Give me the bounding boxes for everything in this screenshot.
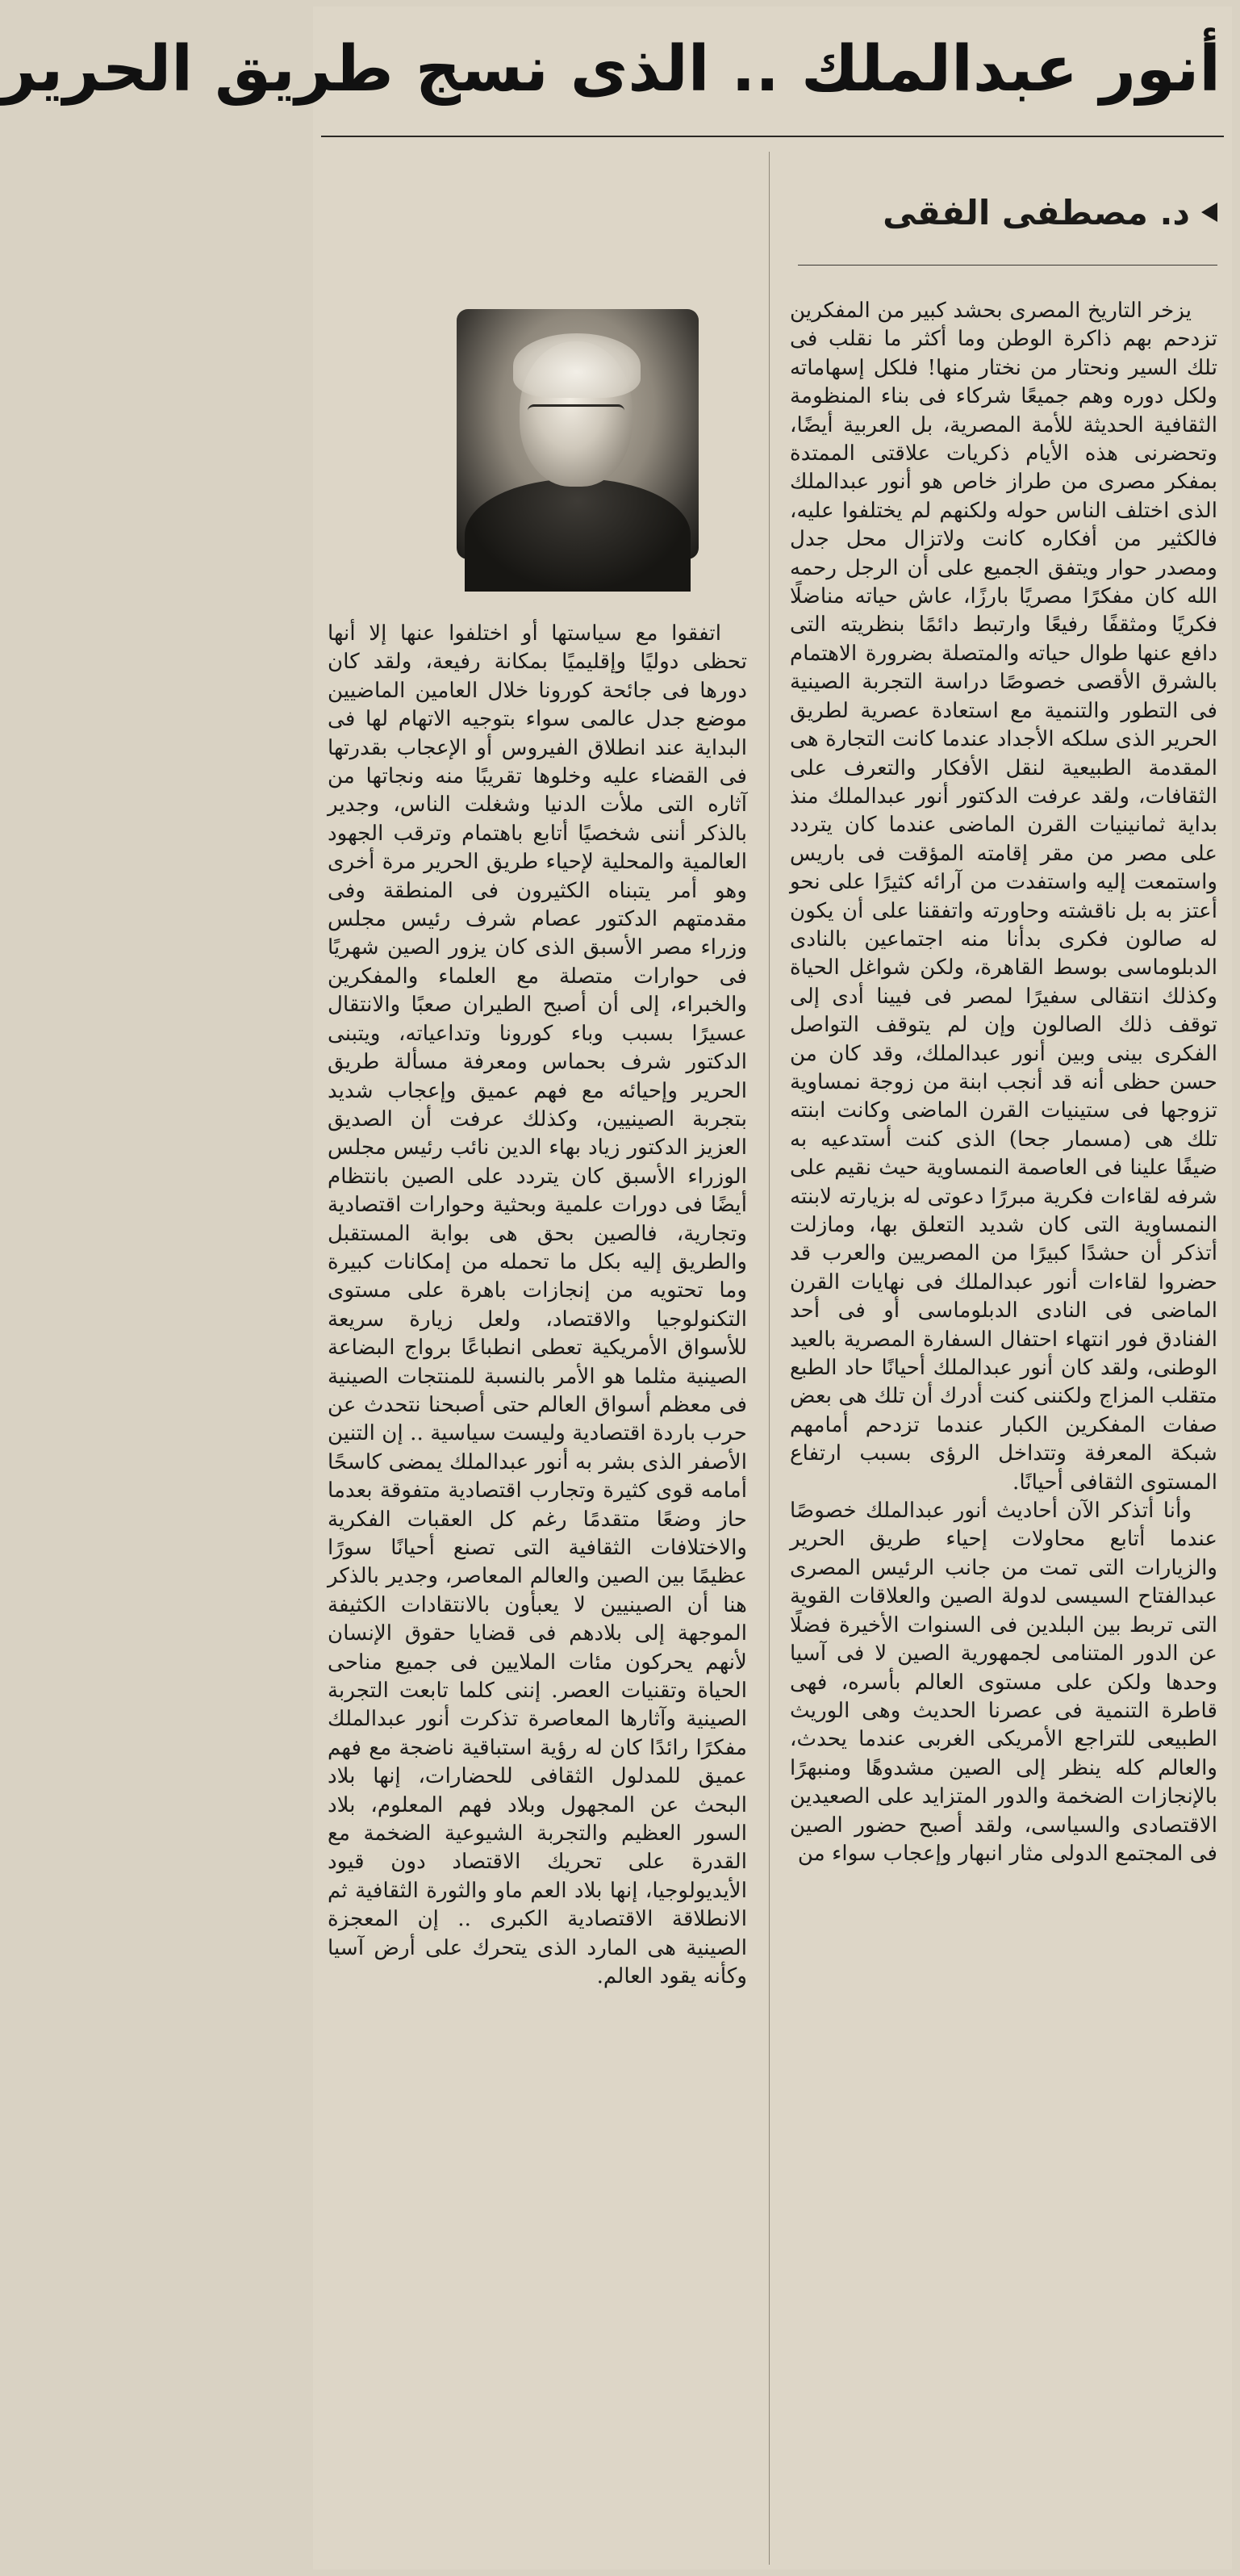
right-paragraph-2: وأنا أتذكر الآن أحاديث أنور عبدالملك خصوصًا عندما أتابع محاولات إحياء طريق الحرير والزيارات التى تمت من جانب الرئيس المصرى عبدالفتاح السيسى لدولة الصين والعلاقات القوية التى تربط بين البلدين فى السنوات الأخيرة فضلًا عن الدور المتنامى لجمهورية الصين لا فى آسيا وحدها ولكن على مستوى العالم بأسره، فهى قاطرة التنمية فى عصرنا الحديث وهى الوريث الطبيعى للتراجع الأمريكى الغربى عندما يحدث، والعالم كله ينظر إلى الصين مشدوهًا ومنبهرًا بالإنجازات الضخمة والدور المتزايد على الصعيدين الاقتصادى والسياسى، ولقد أصبح حضور الصين فى المجتمع الدولى مثار انبهار وإعجاب سواء من [790,1499,1217,1866]
left-paragraph-1: اتفقوا مع سياستها أو اختلفوا عنها إلا أنها تحظى دوليًا وإقليميًا بمكانة رفيعة، ولقد كان دورها فى جائحة كورونا خلال العامين الماضيين موضع جدل عالمى سواء بتوجيه الاتهام لها فى البداية عند انطلاق الفيروس أو الإعجاب بقدرتها فى القضاء عليه وخلوها تقريبًا منه ونجاتها من آثاره التى ملأت الدنيا وشغلت الناس، وجدير بالذكر أننى شخصيًا أتابع باهتمام وترقب الجهود العالمية والمحلية لإحياء طريق الحرير مرة أخرى وهو أمر يتبناه الكثيرون فى المنطقة وفى مقدمتهم الدكتور عصام شرف رئيس مجلس وزراء مصر الأسبق الذى كان يزور الصين شهريًا فى حوارات متصلة مع العلماء والمفكرين والخبراء، إلى أن أصبح الطيران صعبًا والانتقال عسيرًا بسبب وباء كورونا وتداعياته، ويتبنى الدكتور شرف بحماس ومعرفة مسألة طريق الحرير وإحيائه مع فهم عميق وإعجاب شديد بتجربة الصينيين، وكذلك عرفت أن الصديق العزيز الدكتور زياد بهاء الدين نائب رئيس مجلس الوزراء الأسبق كان يتردد على الصين بانتظام أيضًا فى دورات علمية وبحثية وحوارات اقتصادية وتجارية، فالصين بحق هى بوابة المستقبل والطريق إليه بكل ما تحمله من إمكانات كبيرة وما تحتويه من إنجازات باهرة على مستوى التكنولوجيا والاقتصاد، ولعل زيارة سريعة للأسواق الأمريكية تعطى انطباعًا برواج البضاعة الصينية مثلما هو الأمر بالنسبة للمنتجات الصينية فى معظم أسواق العالم حتى أصبحنا نتحدث عن حرب باردة اقتصادية وليست سياسية .. إن التنين الأصفر الذى بشر به أنور عبدالملك يمضى كاسحًا أمامه قوى كثيرة وتجارب اقتصادية متفوقة بعدما حاز وضعًا متقدمًا رغم كل العقبات الفكرية والاختلافات الثقافية التى تصنع أحيانًا سورًا عظيمًا بين الصين والعالم المعاصر، وجدير بالذكر هنا أن الصينيين لا يعبأون بالانتقادات الكثيفة الموجهة إلى بلادهم فى قضايا حقوق الإنسان لأنهم يحركون مئات الملايين فى جميع مناحى الحياة وتقنيات العصر. إننى كلما تابعت التجربة الصينية وآثارها المعاصرة تذكرت أنور عبدالملك مفكرًا رائدًا كان له رؤية استباقية ناضجة مع فهم عميق للمدلول الثقافى للحضارات، إنها بلاد البحث عن المجهول وبلاد فهم المعلوم، بلاد السور العظيم والتجربة الشيوعية الضخمة مع القدرة على تحريك الاقتصاد دون قيود الأيديولوجيا، إنها بلاد العم ماو والثورة الثقافية ثم الانطلاقة الاقتصادية الكبرى .. إن المعجزة الصينية هى المارد الذى يتحرك على أرض آسيا وكأنه يقود العالم. [328,621,747,1989]
photo-glasses [528,404,624,428]
left-column-text [328,620,747,1992]
right-paragraph-1: يزخر التاريخ المصرى بحشد كبير من المفكرين تزدحم بهم ذاكرة الوطن وما أكثر ما نقلب فى تلك السير ونحتار من نختار منها! فلكل إسهاماته ولكل دوره وهم جميعًا شركاء فى بناء المنظومة الثقافية الحديثة للأمة المصرية، بل العربية أيضًا، وتحضرنى هذه الأيام ذكريات علاقتى الممتدة بمفكر مصرى من طراز خاص هو أنور عبدالملك الذى اختلف الناس حوله ولكنهم لم يختلفوا عليه، فالكثير من أفكاره كانت ولاتزال محل جدل ومصدر حوار ويتفق الجميع على أن الرجل رحمه الله كان مفكرًا مصريًا بارزًا، عاش حياته مناضلًا فكريًا ومثقفًا رفيعًا وارتبط دائمًا بنظريته التى دافع عنها طوال حياته والمتصلة بضرورة الاهتمام بالشرق الأقصى خصوصًا دراسة التجربة الصينية فى التطور والتنمية مع استعادة عصرية لطريق الحرير الذى سلكه الأجداد عندما كانت التجارة هى المقدمة الطبيعية لنقل الأفكار والتعرف على الثقافات، ولقد عرفت الدكتور أنور عبدالملك منذ بداية ثمانينيات القرن الماضى عندما كان يتردد على مصر من مقر إقامته المؤقت فى باريس واستمعت إليه واستفدت من آرائه كثيرًا على نحو أعتز به بل ناقشته وحاورته واتفقنا على أن يكون له صالون فكرى بدأنا منه اجتماعين بالنادى الدبلوماسى بوسط القاهرة، ولكن شواغل الحياة وكذلك انتقالى سفيرًا لمصر فى فيينا أدى إلى توقف ذلك الصالون وإن لم يتوقف التواصل الفكرى بينى وبين أنور عبدالملك، وقد كان من حسن حظى أنه قد أنجب ابنة من زوجة نمساوية تزوجها فى ستينيات القرن الماضى وكانت ابنته تلك هى (مسمار جحا) الذى كنت أستدعيه به ضيفًا علينا فى العاصمة النمساوية حيث نقيم على شرفه لقاءات فكرية مبررًا دعوتى له بزيارته لابنته النمساوية التى كان شديد التعلق بها، ومازلت أتذكر أن حشدًا كبيرًا من المصريين والعرب قد حضروا لقاءات أنور عبدالملك فى نهايات القرن الماضى فى النادى الدبلوماسى أو فى أحد الفنادق فور انتهاء احتفال السفارة المصرية بالعيد الوطنى، ولقد كان أنور عبدالملك أحيانًا حاد الطبع متقلب المزاج ولكننى كنت أدرك أن تلك هى بعض صفات المفكرين الكبار عندما تزدحم أمامهم شبكة المعرفة وتتداخل الرؤى بسبب ارتفاع المستوى الثقافى أحيانًا. [790,299,1217,1495]
right-column-text [790,297,1217,1868]
author-name: د. مصطفى الفقى [883,192,1190,232]
photo-hair [513,333,641,398]
newspaper-page [0,6,1232,2570]
byline-arrow-icon [1201,203,1217,222]
byline-rule [798,265,1217,266]
column-divider [769,152,770,2565]
right-column [790,152,1217,2436]
article-headline: أنور عبدالملك .. الذى نسج طريق الحرير [0,33,1221,106]
headline-rule [321,136,1224,137]
author-photo [457,309,699,559]
left-column [328,152,747,2565]
byline [798,184,1217,240]
photo-shoulders [465,479,691,592]
